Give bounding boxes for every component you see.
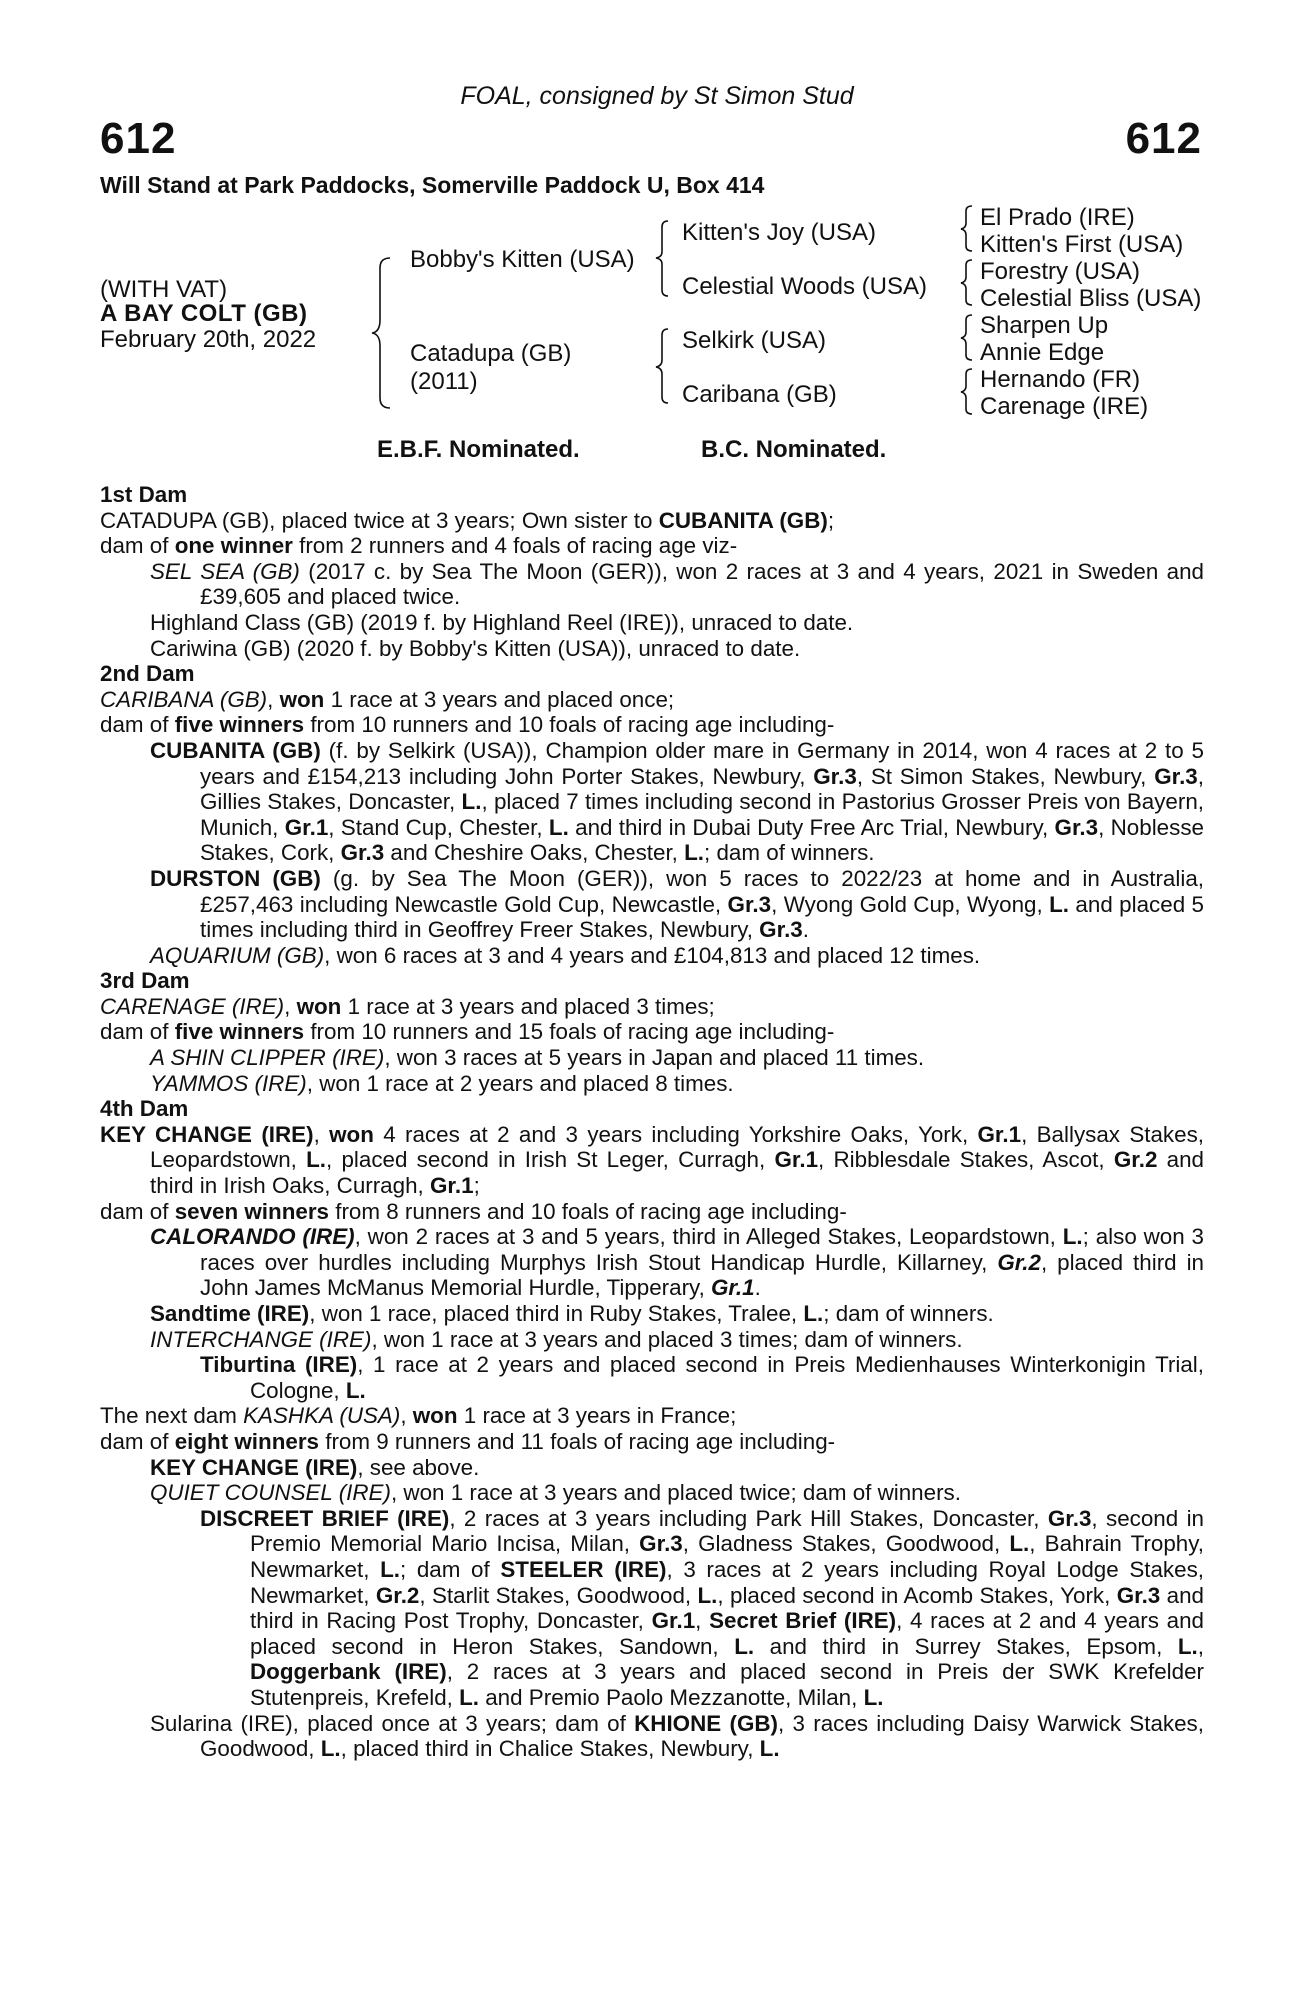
stand-info: Will Stand at Park Paddocks, Somerville Paddock U, Box 414	[100, 172, 765, 198]
heading-4th-dam: 4th Dam	[100, 1096, 189, 1122]
next-dam-produce-summary: dam of eight winners from 9 runners and 11 foals of racing age including-	[100, 1428, 836, 1454]
produce-yammos: YAMMOS (IRE), won 1 race at 2 years and placed 8 times.	[150, 1070, 734, 1096]
horse-title: A BAY COLT (GB)	[100, 300, 308, 327]
pedigree-g2-2: Celestial Woods (USA)	[682, 273, 927, 300]
pedigree-dam-year: (2011)	[410, 368, 478, 395]
heading-3rd-dam: 3rd Dam	[100, 968, 190, 994]
second-dam-produce-summary: dam of five winners from 10 runners and 10 foals of racing age including-	[100, 712, 835, 738]
pedigree-g3-1: El Prado (IRE)	[980, 204, 1135, 231]
second-dam-record: CARIBANA (GB), won 1 race at 3 years and placed once;	[100, 686, 675, 712]
fourth-dam-produce-summary: dam of seven winners from 8 runners and 10 foals of racing age including-	[100, 1198, 847, 1224]
brace-g2-2	[961, 260, 972, 305]
first-dam-produce-summary: dam of one winner from 2 runners and 4 foals of racing age viz-	[100, 533, 738, 559]
third-dam-produce-summary: dam of five winners from 10 runners and 15 foals of racing age including-	[100, 1019, 835, 1045]
produce-aquarium: AQUARIUM (GB), won 6 races at 3 and 4 years and £104,813 and placed 12 times.	[150, 942, 981, 968]
produce-tiburtina: Tiburtina (IRE), 1 race at 2 years and placed second in Preis Medienhauses Winterkonigin Trial, Cologne, L.	[200, 1352, 1204, 1403]
brace-g2-3	[961, 315, 972, 360]
third-dam-record: CARENAGE (IRE), won 1 race at 3 years and placed 3 times;	[100, 993, 715, 1019]
catalogue-body	[100, 482, 1204, 1762]
produce-discreet-brief: DISCREET BRIEF (IRE), 2 races at 3 years including Park Hill Stakes, Doncaster, Gr.3, second in Premio Memorial Mario Incisa, Milan, Gr.3, Gladness Stakes, Goodwood, L., Bahrain Trophy, Newmarket, L.; dam of STEELER (IRE), 3 races at 2 years including Royal Lodge Stakes, Newmarket, Gr.2, Starlit Stakes, Goodwood, L., placed second in Acomb Stakes, York, Gr.3 and third in Racing Post Trophy, Doncaster, Gr.1, Secret Brief (IRE), 4 races at 2 and 4 years and placed second in Heron Stakes, Sandown, L. and third in Surrey Stakes, Epsom, L., Doggerbank (IRE), 2 races at 3 years and placed second in Preis der SWK Krefelder Stutenpreis, Krefeld, L. and Premio Paolo Mezzanotte, Milan, L.	[200, 1505, 1204, 1710]
vat-label: (WITH VAT)	[100, 276, 228, 303]
pedigree-dam: Catadupa (GB)	[410, 340, 572, 367]
brace-g2-1	[961, 206, 972, 251]
first-dam-record: CATADUPA (GB), placed twice at 3 years; Own sister to CUBANITA (GB);	[100, 507, 835, 533]
heading-1st-dam: 1st Dam	[100, 482, 188, 507]
bc-nomination: B.C. Nominated.	[701, 436, 887, 463]
produce-durston: DURSTON (GB) (g. by Sea The Moon (GER)), won 5 races to 2022/23 at home and in Australia, £257,463 including Newcastle Gold Cup, Newcastle, Gr.3, Wyong Gold Cup, Wyong, L. and placed 5 times including third in Geoffrey Freer Stakes, Newbury, Gr.3.	[150, 865, 1204, 943]
pedigree-g2-3: Selkirk (USA)	[682, 327, 827, 354]
produce-sel-sea: SEL SEA (GB) (2017 c. by Sea The Moon (GER)), won 2 races at 3 and 4 years, 2021 in Sweden and £39,605 and placed twice.	[150, 558, 1204, 610]
produce-highland-class: Highland Class (GB) (2019 f. by Highland Reel (IRE)), unraced to date.	[150, 609, 854, 635]
lot-number-left: 612	[100, 114, 177, 163]
brace-dam	[656, 329, 668, 403]
pedigree-g3-2: Kitten's First (USA)	[980, 231, 1184, 258]
brace-sire	[656, 221, 668, 296]
produce-sandtime: Sandtime (IRE), won 1 race, placed third in Ruby Stakes, Tralee, L.; dam of winners.	[150, 1301, 994, 1326]
pedigree-g3-3: Forestry (USA)	[980, 258, 1141, 285]
pedigree-g3-7: Hernando (FR)	[980, 366, 1141, 393]
pedigree-g3-4: Celestial Bliss (USA)	[980, 285, 1202, 312]
produce-interchange: INTERCHANGE (IRE), won 1 race at 3 years and placed 3 times; dam of winners.	[150, 1326, 963, 1352]
fourth-dam-record: KEY CHANGE (IRE), won 4 races at 2 and 3 years including Yorkshire Oaks, York, Gr.1, Ballysax Stakes, Leopardstown, L., placed second in Irish St Leger, Curragh, Gr.1, Ribblesdale Stakes, Ascot, Gr.2 and third in Irish Oaks, Curragh, Gr.1;	[100, 1121, 1204, 1199]
next-dam-record: The next dam KASHKA (USA), won 1 race at 3 years in France;	[100, 1403, 737, 1429]
lot-number-right: 612	[1125, 114, 1202, 163]
pedigree-g3-8: Carenage (IRE)	[980, 393, 1149, 420]
consignor-line: FOAL, consigned by St Simon Stud	[460, 82, 854, 110]
pedigree-sire: Bobby's Kitten (USA)	[410, 246, 635, 273]
pedigree-g2-1: Kitten's Joy (USA)	[682, 219, 876, 246]
produce-key-change: KEY CHANGE (IRE), see above.	[150, 1454, 480, 1480]
pedigree-g2-4: Caribana (GB)	[682, 381, 837, 408]
produce-a-shin-clipper: A SHIN CLIPPER (IRE), won 3 races at 5 years in Japan and placed 11 times.	[150, 1045, 925, 1071]
ebf-nomination: E.B.F. Nominated.	[377, 436, 580, 463]
produce-calorando: CALORANDO (IRE), won 2 races at 3 and 5 years, third in Alleged Stakes, Leopardstown, L.; also won 3 races over hurdles including Murphys Irish Stout Handicap Hurdle, Killarney, Gr.2, placed third in John James McManus Memorial Hurdle, Tipperary, Gr.1.	[150, 1224, 1204, 1301]
pedigree-g3-6: Annie Edge	[980, 339, 1105, 366]
produce-quiet-counsel: QUIET COUNSEL (IRE), won 1 race at 3 years and placed twice; dam of winners.	[150, 1480, 961, 1506]
pedigree-g3-5: Sharpen Up	[980, 312, 1109, 339]
brace-g2-4	[961, 369, 972, 414]
produce-cubanita: CUBANITA (GB) (f. by Selkirk (USA)), Champion older mare in Germany in 2014, won 4 races at 2 to 5 years and £154,213 including John Porter Stakes, Newbury, Gr.3, St Simon Stakes, Newbury, Gr.3, Gillies Stakes, Doncaster, L., placed 7 times including second in Pastorius Grosser Preis von Bayern, Munich, Gr.1, Stand Cup, Chester, L. and third in Dubai Duty Free Arc Trial, Newbury, Gr.3, Noblesse Stakes, Cork, Gr.3 and Cheshire Oaks, Chester, L.; dam of winners.	[150, 737, 1205, 866]
heading-2nd-dam: 2nd Dam	[100, 661, 195, 687]
produce-cariwina: Cariwina (GB) (2020 f. by Bobby's Kitten (USA)), unraced to date.	[150, 635, 801, 661]
brace-main	[372, 258, 390, 408]
foaled-date: February 20th, 2022	[100, 326, 317, 353]
produce-sularina: Sularina (IRE), placed once at 3 years; dam of KHIONE (GB), 3 races including Daisy Warwick Stakes, Goodwood, L., placed third in Chalice Stakes, Newbury, L.	[150, 1710, 1204, 1762]
